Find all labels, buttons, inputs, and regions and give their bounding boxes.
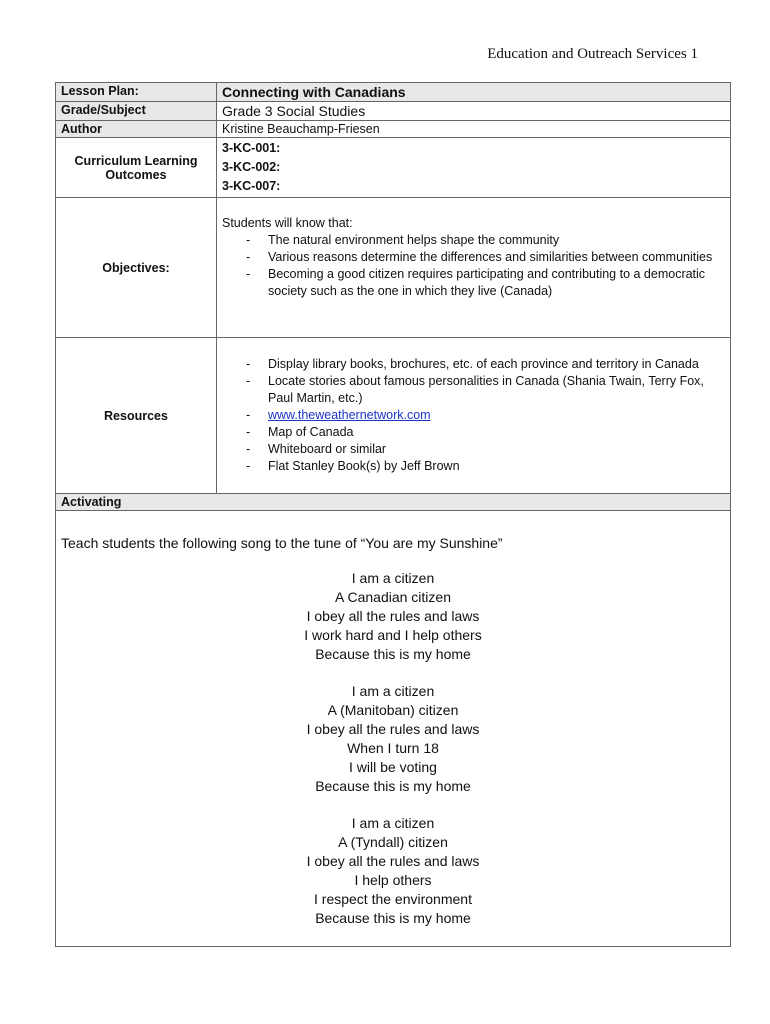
lesson-title: Connecting with Canadians xyxy=(217,83,731,102)
song-stanza-3 xyxy=(61,814,725,928)
grade-subject-label: Grade/Subject xyxy=(56,102,217,121)
grade-subject-value: Grade 3 Social Studies xyxy=(217,102,731,121)
song-line: I will be voting xyxy=(349,759,437,775)
song-line: I obey all the rules and laws xyxy=(306,608,480,624)
row-outcomes xyxy=(56,138,731,198)
activating-label: Activating xyxy=(56,494,731,511)
page-header: Education and Outreach Services 1 xyxy=(487,46,698,62)
song-line: Because this is my home xyxy=(315,910,471,926)
row-activating-header xyxy=(56,494,731,511)
list-item: - Various reasons determine the differences and similarities between communities xyxy=(246,249,725,266)
song-line: I respect the environment xyxy=(314,891,472,907)
row-grade-subject xyxy=(56,102,731,121)
weather-network-link[interactable]: www.theweathernetwork.com xyxy=(268,408,431,422)
lesson-plan-label: Lesson Plan: xyxy=(56,83,217,102)
objectives-list xyxy=(222,232,725,300)
row-objectives xyxy=(56,198,731,338)
outcomes-list xyxy=(217,138,731,198)
list-item: - Locate stories about famous personalities in Canada (Shania Twain, Terry Fox, Paul Martin, etc.) xyxy=(246,373,725,407)
outcomes-label-line2: Outcomes xyxy=(105,167,167,182)
song-line: I work hard and I help others xyxy=(304,627,482,643)
author-label: Author xyxy=(56,121,217,138)
song-line: When I turn 18 xyxy=(347,740,439,756)
list-item: - The natural environment helps shape the community xyxy=(246,232,725,249)
objectives-cell xyxy=(217,198,731,338)
song-line: I am a citizen xyxy=(351,570,435,586)
song-line: Because this is my home xyxy=(315,778,471,794)
list-item: - Display library books, brochures, etc. of each province and territory in Canada xyxy=(246,356,725,373)
row-lesson-plan xyxy=(56,83,731,102)
outcomes-label xyxy=(56,138,217,198)
objectives-label: Objectives: xyxy=(56,198,217,338)
outcomes-label-line1: Curriculum Learning xyxy=(74,153,198,168)
song-line: A (Tyndall) citizen xyxy=(338,834,448,850)
row-resources xyxy=(56,338,731,494)
outcome-code: 3-KC-007: xyxy=(222,179,281,193)
outcome-code: 3-KC-001: xyxy=(222,141,281,155)
list-item: - Map of Canada xyxy=(246,424,725,441)
lesson-plan-table xyxy=(55,82,731,947)
row-author xyxy=(56,121,731,138)
song-line: Because this is my home xyxy=(315,646,471,662)
song-intro: Teach students the following song to the tune of “You are my Sunshine” xyxy=(61,535,503,551)
resources-label: Resources xyxy=(56,338,217,494)
song-line: I am a citizen xyxy=(351,683,435,699)
song-line: I help others xyxy=(354,872,432,888)
resources-cell xyxy=(217,338,731,494)
list-item: - Flat Stanley Book(s) by Jeff Brown xyxy=(246,458,725,475)
objectives-intro: Students will know that: xyxy=(222,216,353,230)
song-line: I am a citizen xyxy=(351,815,435,831)
activating-content xyxy=(56,511,731,947)
list-item xyxy=(246,407,725,424)
author-value: Kristine Beauchamp-Friesen xyxy=(217,121,731,138)
song-line: A (Manitoban) citizen xyxy=(327,702,459,718)
resources-list xyxy=(222,356,725,475)
list-item: - Becoming a good citizen requires participating and contributing to a democratic society such as the one in which they live (Canada) xyxy=(246,266,725,300)
song-line: I obey all the rules and laws xyxy=(306,721,480,737)
song-stanza-2 xyxy=(61,682,725,796)
song-line: A Canadian citizen xyxy=(335,589,451,605)
song-stanza-1 xyxy=(61,569,725,664)
row-activating-content xyxy=(56,511,731,947)
list-item: - Whiteboard or similar xyxy=(246,441,725,458)
outcome-code: 3-KC-002: xyxy=(222,160,281,174)
song-line: I obey all the rules and laws xyxy=(306,853,480,869)
